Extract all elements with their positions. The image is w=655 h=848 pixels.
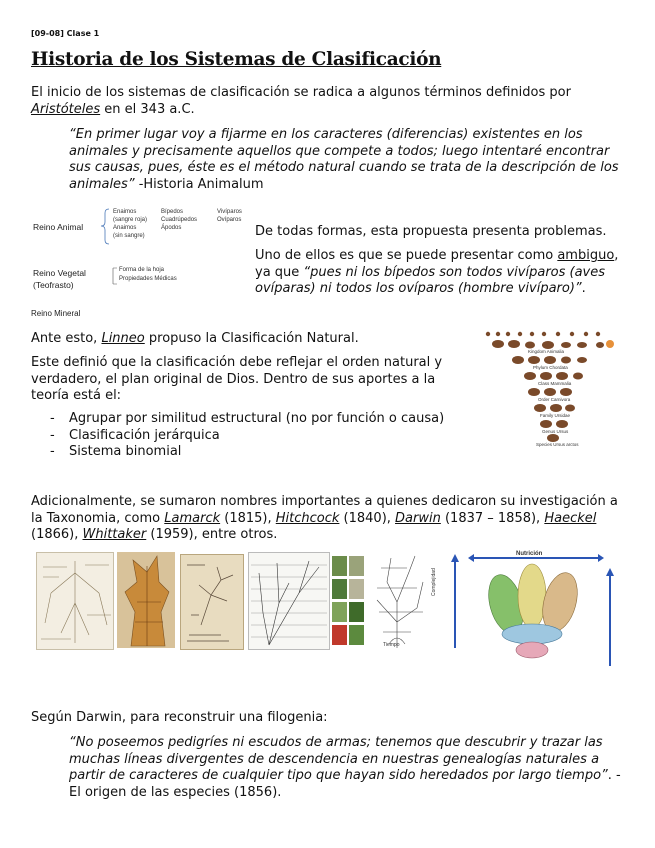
problems-text-before: Uno de ellos es que se puede presentar como <box>255 248 558 263</box>
linneo-detail: Este definió que la clasificación debe reflejar el orden natural y verdadero, el plan original de Dios. Dentro de sus aportes a la teoría está el: <box>31 355 443 403</box>
animal-trait-2: (sangre roja) <box>113 217 148 223</box>
haeckel-link[interactable]: Haeckel <box>544 510 597 526</box>
aristotle-quote <box>69 127 621 193</box>
problems-text-end: . <box>581 281 586 296</box>
taxonomists-paragraph <box>31 494 621 544</box>
pyramid-label: Class Mammalia <box>538 381 572 386</box>
whittaker-link[interactable]: Whittaker <box>82 527 147 542</box>
problems-paragraph <box>255 248 625 298</box>
problems-line: De todas formas, esta propuesta presenta problemas. <box>255 224 607 239</box>
pyramid-label: Order Carnivora <box>538 397 571 402</box>
pyramid-label: Species Ursus arctos <box>536 442 579 447</box>
nutrition-axis-title: Nutrición <box>516 551 543 557</box>
darwin-quote <box>69 735 621 801</box>
problems-quote: “pues ni los bípedos son todos vivíparos (aves ovíparas) ni todos los ovíparos (hombre vivíparo)” <box>255 264 606 296</box>
contribution-item: - Agrupar por similitud estructural (no por función o causa) <box>50 411 444 428</box>
kingdom-animal-label: Reino Animal <box>33 222 84 232</box>
intro-text-after: en el 343 a.C. <box>100 101 195 117</box>
darwin-origin-tree-diagram <box>248 552 330 650</box>
plant-author-label: (Teofrasto) <box>33 280 74 290</box>
intro-text-before: El inicio de los sistemas de clasificación se radica a algunos términos definidos por <box>31 85 571 100</box>
problems-text-mid: , ya que <box>255 248 619 280</box>
lamarck-diagram-drawing <box>37 553 113 649</box>
darwin-year: (1837 – 1858), <box>440 510 545 526</box>
pyramid-label: Family Ursidae <box>540 413 571 418</box>
linneo-text-before: Ante esto, <box>31 331 102 346</box>
whittaker-year: (1959), entre otros. <box>146 527 278 542</box>
kingdom-mineral-label: Reino Mineral <box>31 309 81 318</box>
contribution-item: - Clasificación jerárquica <box>50 428 444 445</box>
time-axis-label: Tiempo <box>383 642 400 648</box>
taxonomy-pyramid-figure <box>478 330 628 448</box>
darwin-sketch-drawing <box>181 555 243 649</box>
aristotle-quote-source: -Historia Animalum <box>134 176 264 192</box>
darwin-tree-lines <box>249 553 329 649</box>
aristotle-quote-text: “En primer lugar voy a fijarme en los caracteres (diferencias) existentes en los animales y precisamente aquellos que compete a todos; luego intentaré encontrar sus causas, pues, éste es el método natural cuando se trata de la descripción de los animales” <box>69 127 619 192</box>
haeckel-tree-drawing <box>367 552 463 652</box>
plant-trait-1: Forma de la hoja <box>119 267 165 273</box>
hitchcock-link[interactable]: Hitchcock <box>275 510 340 526</box>
darwin-link[interactable]: Darwin <box>395 510 441 526</box>
pyramid-label: Genus Ursus <box>542 429 569 434</box>
taxonomists-text: Adicionalmente, se sumaron nombres importantes a quienes dedicaron su investigación a la Taxonomia, como <box>31 494 618 526</box>
animal-form-3: Ápodos <box>161 225 182 231</box>
kingdom-plant-label: Reino Vegetal <box>33 268 86 278</box>
darwin-quote-source: . - El origen de las especies (1856). <box>69 768 621 800</box>
haeckel-year: (1866), <box>31 527 83 542</box>
darwin-intro: Según Darwin, para reconstruir una filogenia: <box>31 710 328 725</box>
animal-trait-4: (sin sangre) <box>113 233 145 239</box>
contributions-list <box>50 411 444 461</box>
intro-paragraph <box>31 85 621 118</box>
lamarck-diagram <box>36 552 114 650</box>
pyramid-label: Phylum Chordata <box>533 365 568 370</box>
lamarck-link[interactable]: Lamarck <box>164 510 221 526</box>
ambiguo-link[interactable]: ambiguo <box>557 248 615 263</box>
linneo-text-after: propuso la Clasificación Natural. <box>144 331 359 346</box>
animal-trait-1: Enaimos <box>113 209 137 215</box>
haeckel-tree-of-life <box>367 552 463 652</box>
complexity-axis-label-left: Complejidad <box>431 568 437 596</box>
animal-form-2: Cuadrúpedos <box>161 217 198 223</box>
plant-trait-2: Propiedades Médicas <box>119 276 177 282</box>
animal-repro-2: Ovíparos <box>217 217 242 223</box>
pyramid-label: Kingdom Animalia <box>528 349 565 354</box>
aristotle-classification-diagram <box>31 200 256 325</box>
linneo-link[interactable]: Linneo <box>101 331 145 346</box>
animal-repro-1: Vivíparos <box>217 209 242 215</box>
animal-form-1: Bípedos <box>161 209 184 215</box>
aristoteles-link[interactable]: Aristóteles <box>31 101 101 117</box>
photo-collage <box>332 556 364 646</box>
hitchcock-chart-drawing <box>117 552 175 648</box>
hitchcock-paleontological-chart <box>117 552 175 648</box>
lamarck-year: (1815), <box>220 510 276 526</box>
contribution-item: - Sistema binomial <box>50 444 444 461</box>
page-header: [09-08] Clase 1 <box>31 29 100 38</box>
hitchcock-year: (1840), <box>339 510 396 526</box>
darwin-notebook-sketch <box>180 554 244 650</box>
whittaker-diagram-drawing <box>468 550 618 668</box>
animal-trait-3: Anaimos <box>113 225 137 231</box>
whittaker-five-kingdoms-diagram <box>468 550 618 668</box>
page-title: Historia de los Sistemas de Clasificación <box>31 49 442 70</box>
darwin-quote-text: “No poseemos pedigríes ni escudos de armas; tenemos que descubrir y trazar las muchas líneas divergentes de descendencia en nuestras genealogías naturales a partir de caracteres de cualquier tipo que hayan sido heredados por largo tiempo” <box>69 735 608 783</box>
